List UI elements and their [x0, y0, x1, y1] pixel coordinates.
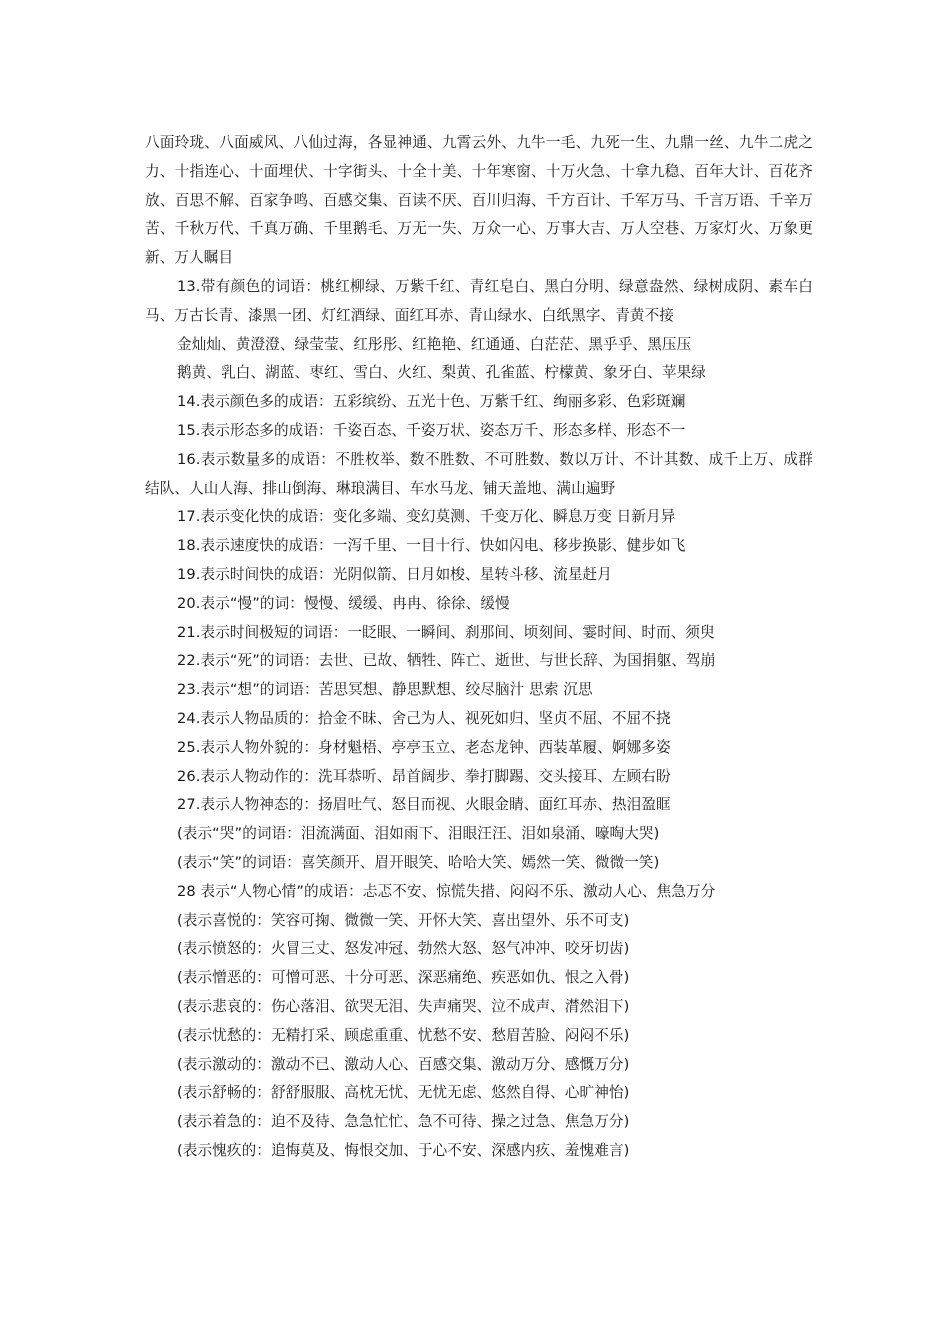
- paragraph-18: 18.表示速度快的成语：一泻千里、一目十行、快如闪电、移步换影、健步如飞: [177, 537, 686, 555]
- paragraph-comfort: (表示舒畅的：舒舒服服、高枕无忧、无忧无虑、悠然自得、心旷神怡): [177, 1084, 630, 1102]
- paragraph-19: 19.表示时间快的成语：光阴似箭、日月如梭、星转斗移、流星赶月: [177, 565, 612, 583]
- paragraph-laugh: (表示“笑”的词语：喜笑颜开、眉开眼笑、哈哈大笑、嫣然一笑、微微一笑): [177, 853, 660, 871]
- paragraph-13-colors: 13.带有颜色的词语：桃红柳绿、万紫千红、青红皂白、黑白分明、绿意盎然、绿树成阴、素车白马、万古长青、漆黑一团、灯红酒绿、面红耳赤、青山绿水、白纸黑字、青黄不接: [145, 277, 813, 324]
- paragraph-16: 16.表示数量多的成语：不胜枚举、数不胜数、不可胜数、数以万计、不计其数、成千上万、成群结队、人山人海、排山倒海、琳琅满目、车水马龙、铺天盖地、满山遍野: [145, 450, 813, 497]
- paragraph-color-names: 鹅黄、乳白、湖蓝、枣红、雪白、火红、梨黄、孔雀蓝、柠檬黄、象牙白、苹果绿: [177, 364, 706, 382]
- paragraph-joy: (表示喜悦的：笑容可掬、微微一笑、开怀大笑、喜出望外、乐不可支): [177, 911, 630, 929]
- document-body: [145, 129, 813, 1166]
- paragraph-intro-numbers: 八面玲珑、八面威风、八仙过海，各显神通、九霄云外、九牛一毛、九死一生、九鼎一丝、九牛二虎之力、十指连心、十面埋伏、十字街头、十全十美、十年寒窗、十万火急、十拿九稳、百年大计、百花齐放、百思不解、百家争鸣、百感交集、百读不厌、百川归海、千方百计、千军万马、千言万语、千辛万苦、千秋万代、千真万确、千里鹅毛、万无一失、万众一心、万事大吉、万人空巷、万家灯火、万象更新、万人瞩目: [145, 134, 813, 267]
- paragraph-26: 26.表示人物动作的：洗耳恭听、昂首阔步、拳打脚踢、交头接耳、左顾右盼: [177, 767, 671, 785]
- paragraph-guilt: (表示愧疚的：追悔莫及、悔恨交加、于心不安、深感内疚、羞愧难言): [177, 1141, 630, 1159]
- paragraph-hate: (表示憎恶的：可憎可恶、十分可恶、深恶痛绝、疾恶如仇、恨之入骨): [177, 969, 630, 987]
- paragraph-27: 27.表示人物神态的：扬眉吐气、怒目而视、火眼金睛、面红耳赤、热泪盈眶: [177, 796, 671, 814]
- paragraph-28: 28 表示“人物心情”的成语：忐忑不安、惊慌失措、闷闷不乐、激动人心、焦急万分: [177, 882, 716, 900]
- paragraph-cry: (表示“哭”的词语：泪流满面、泪如雨下、泪眼汪汪、泪如泉涌、嚎啕大哭): [177, 825, 660, 843]
- paragraph-anxious: (表示着急的：迫不及待、急急忙忙、急不可待、操之过急、焦急万分): [177, 1113, 630, 1131]
- paragraph-sorrow: (表示悲哀的：伤心落泪、欲哭无泪、失声痛哭、泣不成声、潸然泪下): [177, 997, 630, 1015]
- paragraph-25: 25.表示人物外貌的：身材魁梧、亭亭玉立、老态龙钟、西装革履、婀娜多姿: [177, 738, 671, 756]
- paragraph-color-reduplicated: 金灿灿、黄澄澄、绿莹莹、红彤彤、红艳艳、红通通、白茫茫、黑乎乎、黑压压: [177, 335, 692, 353]
- paragraph-24: 24.表示人物品质的：拾金不昧、舍己为人、视死如归、坚贞不屈、不屈不挠: [177, 709, 671, 727]
- paragraph-anger: (表示愤怒的：火冒三丈、怒发冲冠、勃然大怒、怒气冲冲、咬牙切齿): [177, 940, 630, 958]
- paragraph-17: 17.表示变化快的成语：变化多端、变幻莫测、千变万化、瞬息万变 日新月异: [177, 508, 676, 526]
- paragraph-21: 21.表示时间极短的词语：一眨眼、一瞬间、刹那间、顷刻间、霎时间、时而、须臾: [177, 623, 715, 641]
- paragraph-worry: (表示忧愁的：无精打采、顾虑重重、忧愁不安、愁眉苦脸、闷闷不乐): [177, 1026, 630, 1044]
- paragraph-22: 22.表示“死”的词语：去世、已故、牺牲、阵亡、逝世、与世长辞、为国捐躯、驾崩: [177, 652, 716, 670]
- paragraph-14: 14.表示颜色多的成语：五彩缤纷、五光十色、万紫千红、绚丽多彩、色彩斑斓: [177, 393, 686, 411]
- paragraph-23: 23.表示“想”的词语：苦思冥想、静思默想、绞尽脑汁 思索 沉思: [177, 681, 593, 699]
- paragraph-20: 20.表示“慢”的词：慢慢、缓缓、冉冉、徐徐、缓慢: [177, 594, 510, 612]
- paragraph-15: 15.表示形态多的成语：千姿百态、千姿万状、姿态万千、形态多样、形态不一: [177, 421, 686, 439]
- paragraph-excited: (表示激动的：激动不已、激动人心、百感交集、激动万分、感慨万分): [177, 1055, 630, 1073]
